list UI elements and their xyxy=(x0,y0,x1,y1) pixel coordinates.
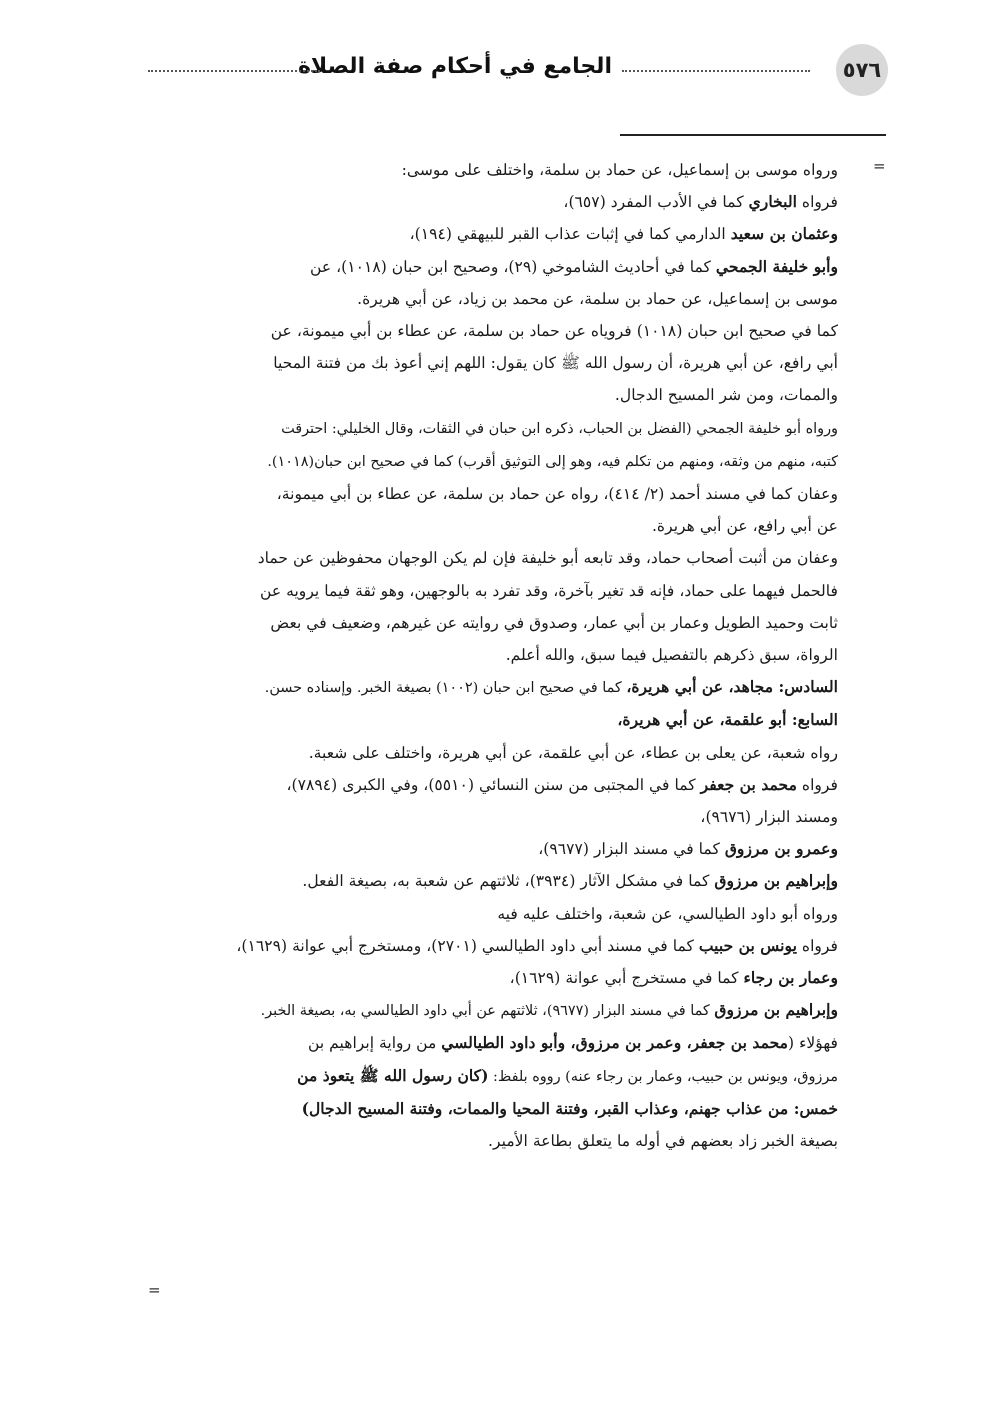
bold-segment: وأبو خليفة الجمحي xyxy=(715,256,838,276)
bold-segment: (كان رسول الله ﷺ يتعوذ من xyxy=(297,1065,489,1085)
text-line xyxy=(148,510,838,542)
text-segment: كما في مسند البزار (٩٦٧٧)، xyxy=(538,840,725,859)
text-segment: مرزوق، ويونس بن حبيب، وعمار بن رجاء عنه) رووه بلفظ: xyxy=(488,1068,838,1085)
text-segment: أبي رافع، عن أبي هريرة، أن رسول الله ﷺ كان يقول: اللهم إني أعوذ بك من فتنة المحيا xyxy=(273,354,838,373)
text-line xyxy=(148,833,838,865)
text-segment: كما في صحيح ابن حبان (١٠١٨) فروياه عن حماد بن سلمة، عن عطاء بن أبي ميمونة، عن xyxy=(270,322,838,341)
text-segment: فرواه xyxy=(796,193,838,212)
text-line xyxy=(148,769,838,801)
text-line xyxy=(148,283,838,315)
text-segment: كما في صحيح ابن حبان (١٠٠٢) بصيغة الخبر. وإسناده حسن. xyxy=(264,680,627,697)
text-line xyxy=(148,671,838,704)
text-segment: عن أبي رافع، عن أبي هريرة. xyxy=(651,517,838,536)
text-line xyxy=(148,1125,838,1157)
running-title: الجامع في أحكام صفة الصلاة xyxy=(297,54,612,79)
bold-segment: وإبراهيم بن مرزوق xyxy=(714,1000,838,1020)
text-segment: فرواه xyxy=(796,775,838,794)
text-segment: كتبه، منهم من وثقه، ومنهم من تكلم فيه، وهو إلى التوثيق أقرب) كما في صحيح ابن حبان(١٠١٨). xyxy=(267,453,838,470)
footnote-body xyxy=(148,154,838,1157)
bold-segment: البخاري xyxy=(748,192,797,212)
text-segment: فرواه xyxy=(796,936,838,955)
text-segment: كما في المجتبى من سنن النسائي (٥٥١٠)، وفي الكبرى (٧٨٩٤)، xyxy=(286,775,701,794)
text-segment: والممات، ومن شر المسيح الدجال. xyxy=(614,386,838,405)
bold-segment: يونس بن حبيب xyxy=(698,935,797,955)
bold-segment: أبو علقمة، عن أبي هريرة، xyxy=(617,710,787,730)
text-line xyxy=(148,704,838,736)
header-dotted-leader-left xyxy=(148,70,320,72)
text-line xyxy=(148,994,838,1027)
text-line xyxy=(148,1027,838,1059)
bold-segment: محمد بن جعفر، وعمر بن مرزوق، وأبو داود الطيالسي xyxy=(441,1033,789,1053)
text-line xyxy=(148,218,838,250)
text-line xyxy=(148,478,838,510)
text-segment: الدارمي كما في إثبات عذاب القبر للبيهقي (١٩٤)، xyxy=(409,225,731,244)
text-line xyxy=(148,445,838,478)
text-segment: الرواة، سبق ذكرهم بالتفصيل فيما سبق، والله أعلم. xyxy=(505,646,838,665)
continuation-mark-top: = xyxy=(873,157,886,175)
text-segment: بصيغة الخبر زاد بعضهم في أوله ما يتعلق بطاعة الأمير. xyxy=(488,1132,838,1151)
text-line xyxy=(148,412,838,445)
text-segment: كما في أحاديث الشاموخي (٢٩)، وصحيح ابن حبان (١٠١٨)، عن xyxy=(310,257,716,276)
bold-segment: وعمار بن رجاء xyxy=(743,968,838,988)
text-line xyxy=(148,898,838,930)
bold-segment: خمس: من عذاب جهنم، وعذاب القبر، وفتنة المحيا والممات، وفتنة المسيح الدجال) xyxy=(301,1098,838,1118)
text-segment: ورواه موسى بن إسماعيل، عن حماد بن سلمة، واختلف على موسى: xyxy=(401,161,838,179)
text-line xyxy=(148,639,838,671)
bold-segment: السابع: xyxy=(786,710,838,730)
text-segment: كما في مستخرج أبي عوانة (١٦٢٩)، xyxy=(509,969,744,988)
text-line xyxy=(148,962,838,994)
bold-segment: السادس: مجاهد، عن أبي هريرة، xyxy=(626,677,838,697)
bold-segment: وعثمان بن سعيد xyxy=(730,224,838,244)
text-segment: كما في مسند أبي داود الطيالسي (٢٧٠١)، ومستخرج أبي عوانة (١٦٢٩)، xyxy=(236,936,699,955)
text-line xyxy=(148,542,838,574)
text-line xyxy=(148,251,838,283)
text-line xyxy=(148,1093,838,1125)
text-segment: وعفان كما في مسند أحمد (٢/ ٤١٤)، رواه عن حماد بن سلمة، عن عطاء بن أبي ميمونة، xyxy=(276,485,838,504)
bold-segment: محمد بن جعفر xyxy=(700,774,797,794)
text-line xyxy=(148,801,838,833)
text-segment: كما في الأدب المفرد (٦٥٧)، xyxy=(563,193,749,212)
bold-segment: وعمرو بن مرزوق xyxy=(724,839,838,859)
text-line xyxy=(148,154,838,186)
text-line xyxy=(148,607,838,639)
text-segment: فهؤلاء ( xyxy=(788,1034,838,1053)
text-segment: من رواية إبراهيم بن xyxy=(307,1034,442,1053)
bold-segment: وإبراهيم بن مرزوق xyxy=(714,871,838,891)
footnote-separator xyxy=(620,134,886,136)
text-line xyxy=(148,379,838,411)
text-segment: موسى بن إسماعيل، عن حماد بن سلمة، عن محمد بن زياد، عن أبي هريرة. xyxy=(357,289,838,308)
text-line xyxy=(148,737,838,769)
text-segment: كما في مسند البزار (٩٦٧٧)، ثلاثتهم عن أبي داود الطيالسي به، بصيغة الخبر. xyxy=(260,1003,715,1020)
text-segment: ثابت وحميد الطويل وعمار بن أبي عمار، وصدوق في روايته عن غيرهم، وضعيف في بعض xyxy=(270,613,838,632)
page-number: ٥٧٦ xyxy=(836,44,888,96)
text-line xyxy=(148,865,838,897)
text-line xyxy=(148,930,838,962)
text-segment: ورواه أبو خليفة الجمحي (الفضل بن الحباب، ذكره ابن حبان في الثقات، وقال الخليلي: احترقت xyxy=(281,420,838,437)
continuation-mark-bottom: = xyxy=(148,1281,161,1299)
text-segment: رواه شعبة، عن يعلى بن عطاء، عن أبي علقمة، عن أبي هريرة، واختلف على شعبة. xyxy=(308,743,838,762)
text-line xyxy=(148,186,838,218)
text-line xyxy=(148,347,838,379)
text-segment: ورواه أبو داود الطيالسي، عن شعبة، واختلف عليه فيه xyxy=(497,904,838,923)
text-segment: فالحمل فيهما على حماد، فإنه قد تغير بآخرة، وقد تفرد به بالوجهين، وهو ثقة فيما يرويه عن xyxy=(259,581,838,600)
text-segment: كما في مشكل الآثار (٣٩٣٤)، ثلاثتهم عن شعبة به، بصيغة الفعل. xyxy=(302,872,715,891)
text-line xyxy=(148,575,838,607)
header-dotted-leader-right xyxy=(622,70,810,72)
text-line xyxy=(148,1060,838,1093)
text-segment: ومسند البزار (٩٦٧٦)، xyxy=(700,808,838,827)
text-line xyxy=(148,315,838,347)
text-segment: وعفان من أثبت أصحاب حماد، وقد تابعه أبو خليفة فإن لم يكن الوجهان محفوظين عن حماد xyxy=(257,549,838,568)
